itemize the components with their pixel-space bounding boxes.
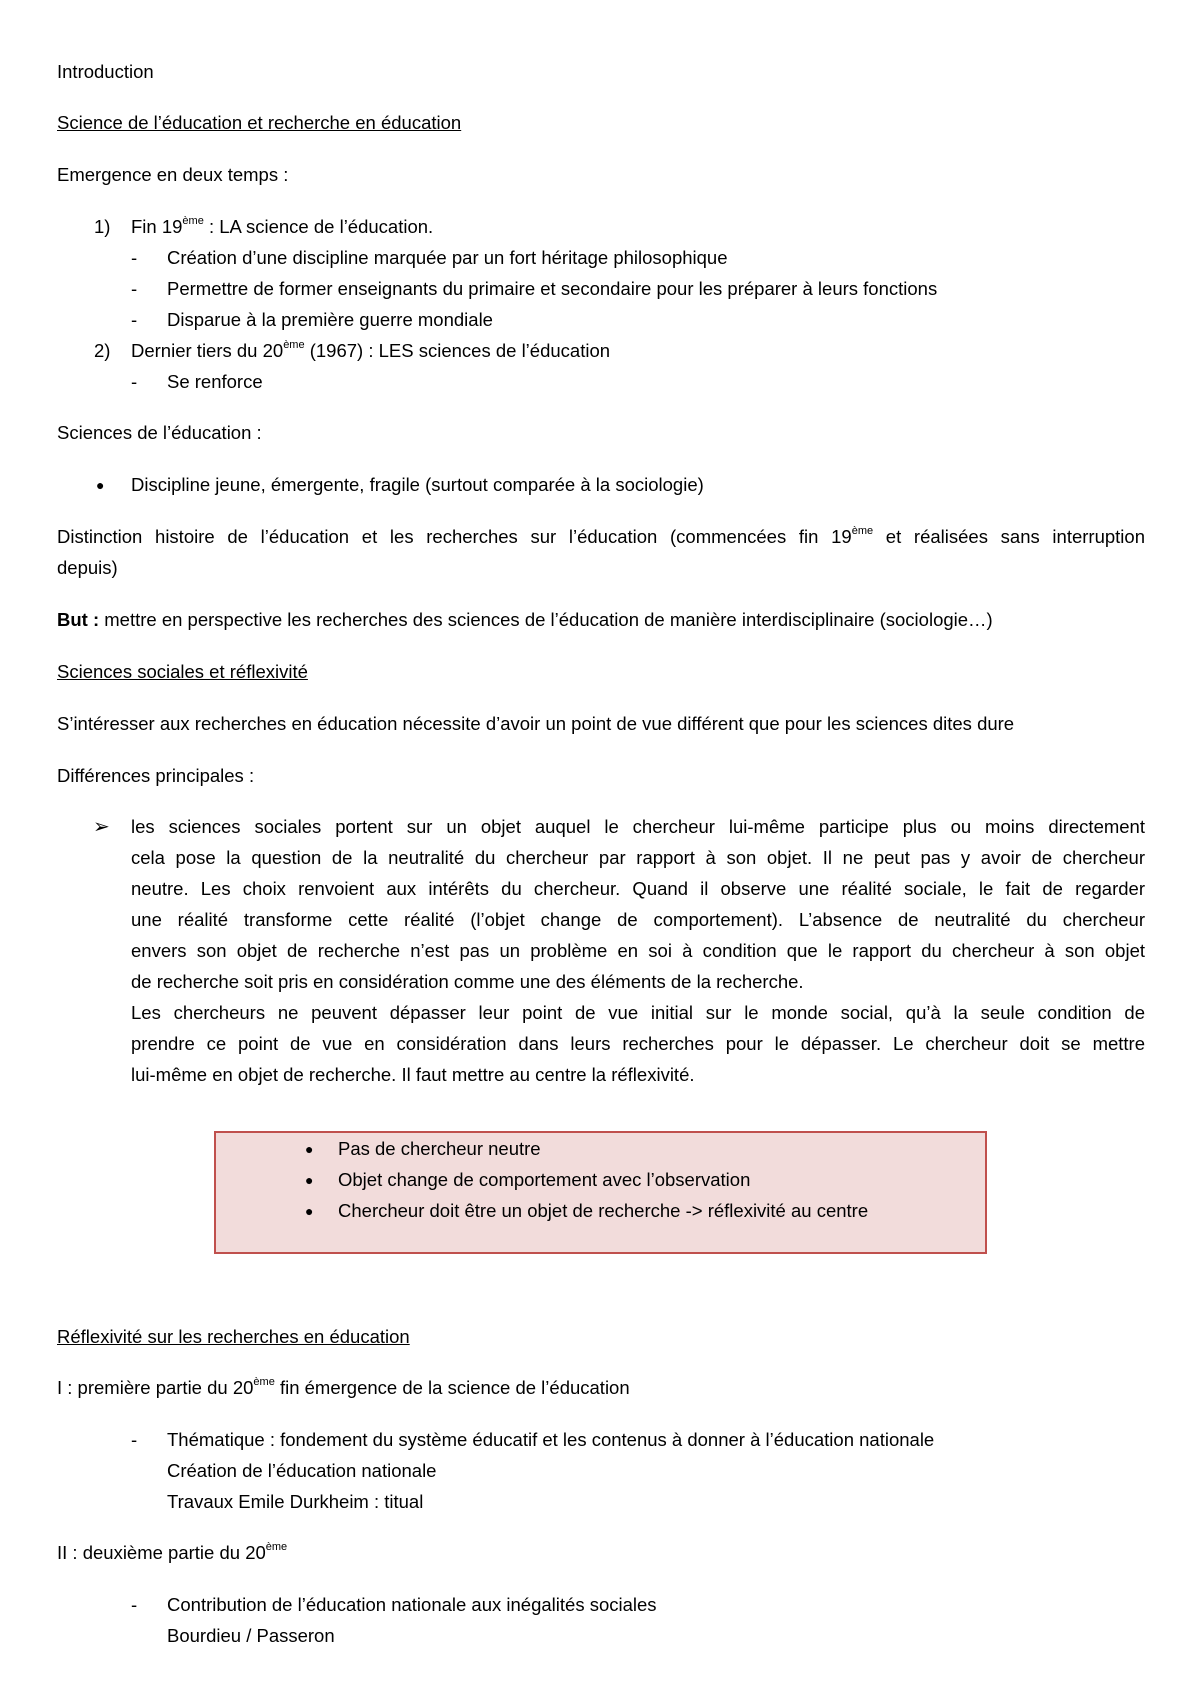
sub-list-item: Création de l’éducation nationale <box>167 1460 437 1481</box>
paragraph-line: envers son objet de recherche n’est pas un problème en soi à condition que le rapport du chercheur à son objet <box>131 940 1145 961</box>
paragraph-line: les sciences sociales portent sur un objet auquel le chercheur lui-même participe plus ou moins directement <box>131 816 1145 837</box>
part-text: I : première partie du 20 <box>57 1377 254 1398</box>
paragraph-line: neutre. Les choix renvoient aux intérêts du chercheur. Quand il observe une réalité sociale, le fait de regarder <box>131 878 1145 899</box>
list-item-text: Dernier tiers du 20 <box>131 340 284 361</box>
sub-list-item: Thématique : fondement du système éducatif et les contenus à donner à l’éducation nationale <box>167 1429 935 1450</box>
bullet-marker: ● <box>305 1203 314 1219</box>
but-label: But : <box>57 609 100 630</box>
superscript: ème <box>283 338 305 351</box>
distinction-paragraph-line2: depuis) <box>57 557 118 578</box>
sub-list-item: Création d’une discipline marquée par un fort héritage philosophique <box>167 247 728 268</box>
section-heading-sciences-sociales: Sciences sociales et réflexivité <box>57 661 308 682</box>
dash-marker: - <box>131 1594 138 1615</box>
paragraph-text: Distinction histoire de l’éducation et les recherches sur l’éducation (commencées fin 19 <box>57 526 852 547</box>
bullet-item: Discipline jeune, émergente, fragile (surtout comparée à la sociologie) <box>131 474 704 495</box>
sciences-label: Sciences de l’éducation : <box>57 422 262 443</box>
summary-item: Chercheur doit être un objet de recherche -> réflexivité au centre <box>338 1200 869 1221</box>
list-item-1 <box>131 215 433 239</box>
superscript: ème <box>265 1540 288 1553</box>
paragraph-line: lui-même en objet de recherche. Il faut mettre au centre la réflexivité. <box>131 1064 695 1085</box>
dash-marker: - <box>131 371 138 392</box>
part-text: fin émergence de la science de l’éducation <box>274 1377 630 1398</box>
bullet-marker: ● <box>305 1141 314 1157</box>
paragraph-text: et réalisées sans interruption <box>873 526 1145 547</box>
superscript: ème <box>253 1375 275 1388</box>
but-paragraph <box>57 608 993 632</box>
summary-item: Objet change de comportement avec l’observation <box>338 1169 751 1190</box>
part-text: II : deuxième partie du 20 <box>57 1542 266 1563</box>
differences-label: Différences principales : <box>57 765 255 786</box>
sub-list-item: Bourdieu / Passeron <box>167 1625 335 1646</box>
sub-list-item: Contribution de l’éducation nationale aux inégalités sociales <box>167 1594 657 1615</box>
distinction-paragraph-line1 <box>57 525 1145 549</box>
section-heading-science-education: Science de l’éducation et recherche en éducation <box>57 112 462 133</box>
section-heading-reflexivite: Réflexivité sur les recherches en éducation <box>57 1326 410 1347</box>
list-item-text: (1967) : LES sciences de l’éducation <box>304 340 611 361</box>
summary-item: Pas de chercheur neutre <box>338 1138 541 1159</box>
superscript: ème <box>182 214 204 227</box>
list-item-text: Fin 19 <box>131 216 183 237</box>
list-item-text: : LA science de l’éducation. <box>203 216 434 237</box>
summary-box <box>214 1131 987 1254</box>
list-number: 2) <box>94 340 111 361</box>
paragraph-line: une réalité transforme cette réalité (l’objet change de comportement). L’absence de neutralité du chercheur <box>131 909 1145 930</box>
paragraph-line: de recherche soit pris en considération comme une des éléments de la recherche. <box>131 971 804 992</box>
intro-paragraph: S’intéresser aux recherches en éducation nécessite d’avoir un point de vue différent que pour les sciences dites dure <box>57 713 1015 734</box>
sub-list-item: Travaux Emile Durkheim : titual <box>167 1491 424 1512</box>
sub-list-item: Permettre de former enseignants du primaire et secondaire pour les préparer à leurs fonctions <box>167 278 938 299</box>
paragraph-line: prendre ce point de vue en considération dans leurs recherches pour le dépasser. Le chercheur doit se mettre <box>131 1033 1145 1054</box>
bullet-marker: ● <box>305 1172 314 1188</box>
part-1-heading <box>57 1376 630 1400</box>
page-title: Introduction <box>57 61 154 82</box>
sub-list-item: Se renforce <box>167 371 263 392</box>
list-number: 1) <box>94 216 111 237</box>
part-2-heading <box>57 1541 287 1565</box>
dash-marker: - <box>131 278 138 299</box>
list-item-2 <box>131 339 610 363</box>
dash-marker: - <box>131 1429 138 1450</box>
arrow-bullet-icon: ➢ <box>93 816 110 838</box>
superscript: ème <box>851 524 874 537</box>
emergence-label: Emergence en deux temps : <box>57 164 289 185</box>
paragraph-line: cela pose la question de la neutralité du chercheur par rapport à son objet. Il ne peut pas y avoir de chercheur <box>131 847 1145 868</box>
dash-marker: - <box>131 247 138 268</box>
paragraph-line: Les chercheurs ne peuvent dépasser leur point de vue initial sur le monde social, qu’à la seule condition de <box>131 1002 1145 1023</box>
sub-list-item: Disparue à la première guerre mondiale <box>167 309 493 330</box>
but-text: mettre en perspective les recherches des sciences de l’éducation de manière interdisciplinaire (sociologie…) <box>99 609 993 630</box>
dash-marker: - <box>131 309 138 330</box>
bullet-marker: ● <box>96 477 105 493</box>
